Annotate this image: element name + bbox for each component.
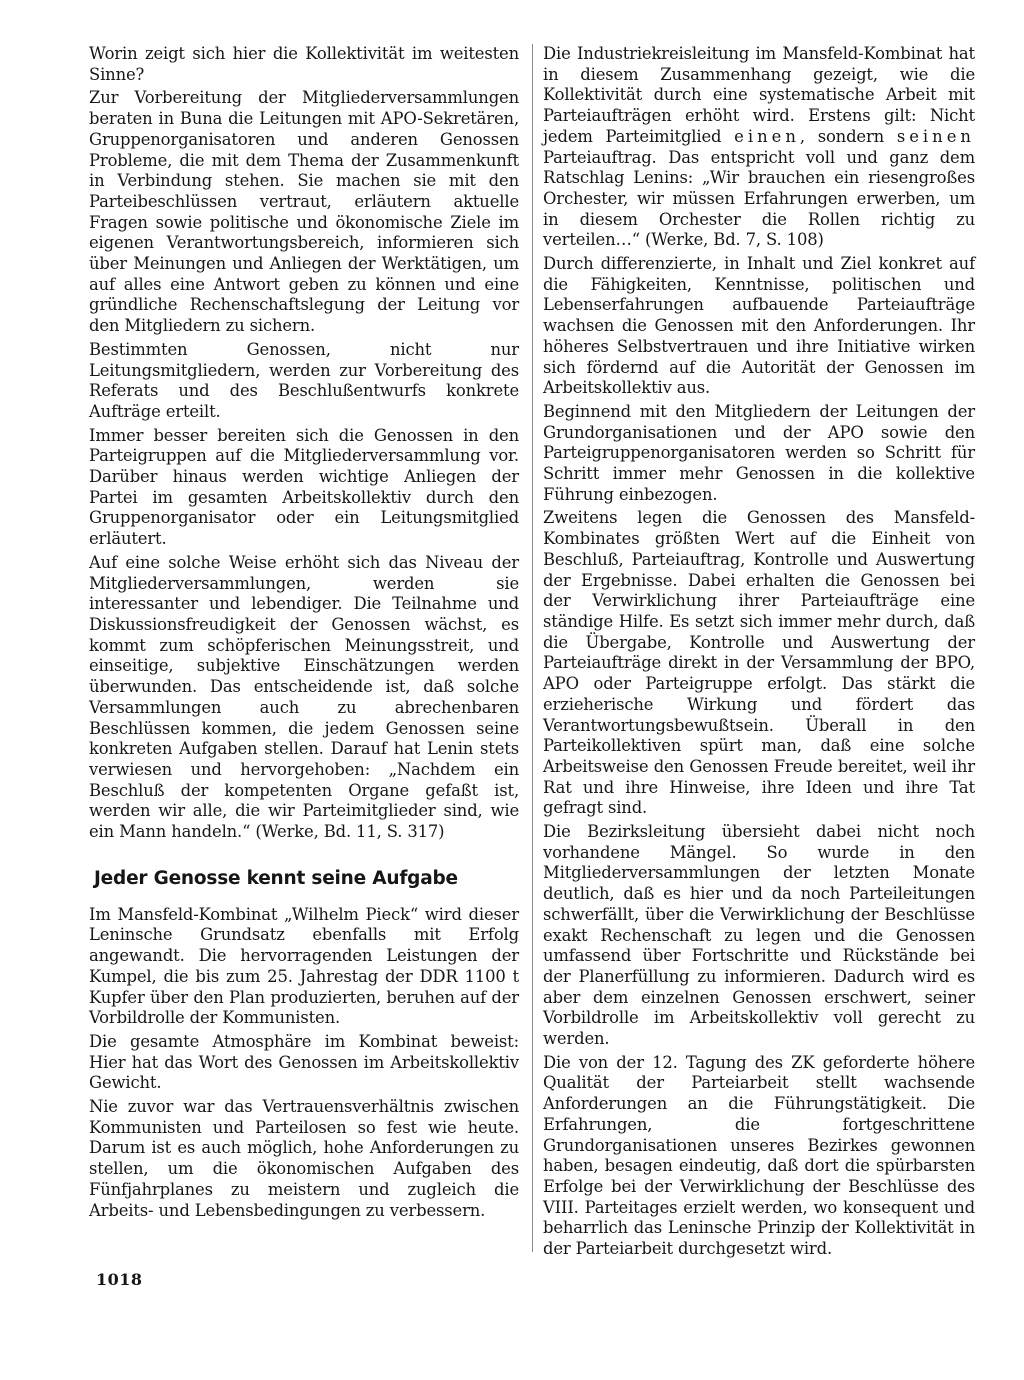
left-paragraph-1: Worin zeigt sich hier die Kollektivität im weitesten Sinne? xyxy=(89,44,519,84)
right-paragraph-1-part-c: Parteiauftrag. Das entspricht voll und ganz dem Ratschlag Lenins: „Wir brauchen ein riesengroßes Orchester, wir müssen Erfahrungen erwerben, um in diesem Orchester die Rollen richtig zu verteilen…“ (Werke, Bd. 7, S. 108) xyxy=(543,147,975,250)
left-paragraph-5: Auf eine solche Weise erhöht sich das Niveau der Mitgliederversammlungen, werden sie interessanter und lebendiger. Die Teilnahme und Diskussionsfreudigkeit der Genossen wächst, es kommt zum schöpferischen Meinungsstreit, und einseitige, subjektive Einschätzungen werden überwunden. Das entscheidende ist, daß solche Versammlungen auch zu abrechenbaren Beschlüssen kommen, die jedem Genossen seine konkreten Aufgaben stellen. Darauf hat Lenin stets verwiesen und hervorgehoben: „Nachdem ein Beschluß der kompetenten Organe gefaßt ist, werden wir alle, die wir Parteimitglieder sind, wie ein Mann handeln.“ (Werke, Bd. 11, S. 317) xyxy=(89,552,519,842)
right-paragraph-1 xyxy=(543,44,975,251)
left-paragraph-2: Zur Vorbereitung der Mitgliederversammlungen beraten in Buna die Leitungen mit APO-Sekretären, Gruppenorganisatoren und anderen Genossen Probleme, die mit dem Thema der Zusammenkunft in Verbindung stehen. Sie machen sie mit den Parteibeschlüssen vertraut, erläutern aktuelle Fragen sowie politische und ökonomische Ziele im eigenen Verantwortungsbereich, informieren sich über Meinungen und Anliegen der Werktätigen, um auf alles eine Antwort geben zu können und eine gründliche Rechenschaftslegung der Leitung vor den Mitgliedern zu sichern. xyxy=(89,88,519,336)
emphasis-einen: einen xyxy=(734,126,800,146)
right-paragraph-4: Zweitens legen die Genossen des Mansfeld-Kombinates größten Wert auf die Einheit von Beschluß, Parteiauftrag, Kontrolle und Auswertung der Ergebnisse. Dabei erhalten die Genossen bei der Verwirklichung ihrer Parteiaufträge eine ständige Hilfe. Es setzt sich immer mehr durch, daß die Übergabe, Kontrolle und Auswertung der Parteiaufträge direkt in der Versammlung der BPO, APO oder Parteigruppe erfolgt. Das stärkt die erzieherische Wirkung und fördert das Verantwortungsbewußtsein. Überall in den Parteikollektiven spürt man, daß eine solche Arbeitsweise den Genossen Freude bereitet, weil ihr Rat und ihre Hinweise, ihre Ideen und ihre Tat gefragt sind. xyxy=(543,508,975,818)
right-paragraph-1-part-a: Die Industriekreisleitung im Mansfeld-Kombinat hat in diesem Zusammenhang gezeigt, wie die Kollektivität durch eine systematische Arbeit mit Parteiaufträgen erhöht wird. Erstens gilt: Nicht jedem Parteimitglied xyxy=(543,44,975,146)
left-paragraph-4: Immer besser bereiten sich die Genossen in den Parteigruppen auf die Mitgliederversammlung vor. Darüber hinaus werden wichtige Anliegen der Partei im gesamten Arbeitskollektiv durch den Gruppenorganisator oder ein Leitungsmitglied erläutert. xyxy=(89,425,519,549)
section-heading: Jeder Genosse kennt seine Aufgabe xyxy=(94,867,458,889)
section-paragraph-3: Nie zuvor war das Vertrauensverhältnis zwischen Kommunisten und Parteilosen so fest wie heute. Darum ist es auch möglich, hohe Anforderungen zu stellen, um die ökonomischen Aufgaben des Fünfjahrplanes zu meistern und zugleich die Arbeits- und Lebensbedingungen zu verbessern. xyxy=(89,1097,519,1220)
right-paragraph-3: Beginnend mit den Mitgliedern der Leitungen der Grundorganisationen und der APO sowie den Parteigruppenorganisatoren werden so Schritt für Schritt immer mehr Genossen in die kollektive Führung einbezogen. xyxy=(543,401,975,504)
right-paragraph-5: Die Bezirksleitung übersieht dabei nicht noch vorhandene Mängel. So wurde in den Mitgliederversammlungen der letzten Monate deutlich, daß es hier und da noch Parteileitungen schwerfällt, über die Verwirklichung der Beschlüsse exakt Rechenschaft zu legen und die Genossen umfassend über Fortschritte und Rückstände bei der Planerfüllung zu informieren. Dadurch wird es aber dem einzelnen Genossen erschwert, seiner Vorbildrolle im Arbeitskollektiv voll gerecht zu werden. xyxy=(543,822,975,1049)
page-number: 1018 xyxy=(96,1270,143,1289)
left-column xyxy=(89,44,519,1224)
right-paragraph-1-part-b: , sondern xyxy=(799,126,897,146)
right-paragraph-2: Durch differenzierte, in Inhalt und Ziel konkret auf die Fähigkeiten, Kenntnisse, politischen und Lebenserfahrungen aufbauende Parteiaufträge wachsen die Genossen mit den Anforderungen. Ihr höheres Selbstvertrauen und ihre Initiative wirken sich fördernd auf die Autorität der Genossen im Arbeitskollektiv aus. xyxy=(543,254,975,398)
column-divider xyxy=(532,44,533,1252)
section-paragraph-2: Die gesamte Atmosphäre im Kombinat beweist: Hier hat das Wort des Genossen im Arbeitskollektiv Gewicht. xyxy=(89,1031,519,1093)
right-paragraph-6: Die von der 12. Tagung des ZK geforderte höhere Qualität der Parteiarbeit stellt wachsende Anforderungen an die Führungstätigkeit. Die Erfahrungen, die fortgeschrittene Grundorganisationen unseres Bezirkes gewonnen haben, besagen eindeutig, daß dort die spürbarsten Erfolge bei der Verwirklichung der Beschlüsse des VIII. Parteitages erzielt werden, wo konsequent und beharrlich das Leninsche Prinzip der Kollektivität in der Parteiarbeit durchgesetzt wird. xyxy=(543,1052,975,1259)
emphasis-seinen: seinen xyxy=(896,126,975,146)
section-paragraph-1: Im Mansfeld-Kombinat „Wilhelm Pieck“ wird dieser Leninsche Grundsatz ebenfalls mit Erfolg angewandt. Die hervorragenden Leistungen der Kumpel, die bis zum 25. Jahrestag der DDR 1100 t Kupfer über den Plan produzierten, beruhen auf der Vorbildrolle der Kommunisten. xyxy=(89,904,519,1028)
right-column xyxy=(543,44,975,1263)
left-paragraph-3: Bestimmten Genossen, nicht nur Leitungsmitgliedern, werden zur Vorbereitung des Referats und des Beschlußentwurfs konkrete Aufträge erteilt. xyxy=(89,339,519,421)
